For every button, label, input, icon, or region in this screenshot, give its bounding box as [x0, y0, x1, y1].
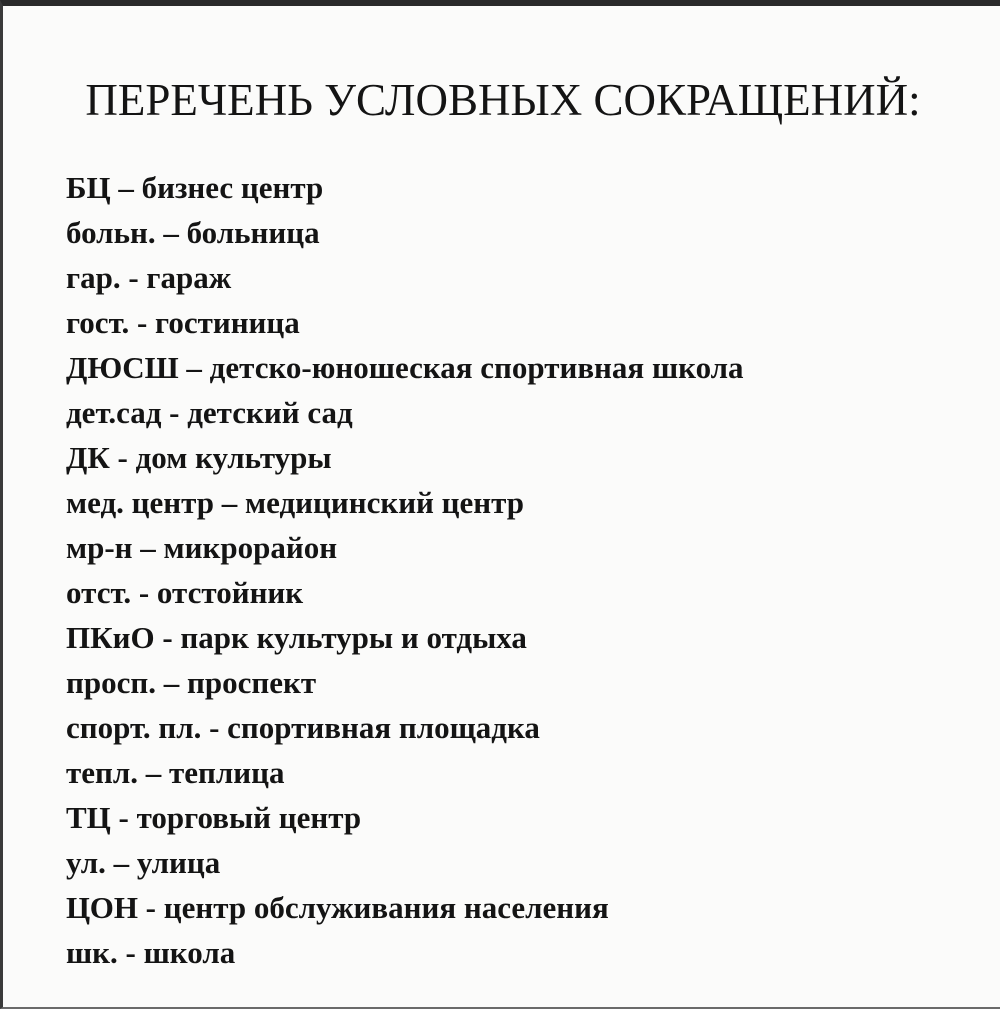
- page-title: ПЕРЕЧЕНЬ УСЛОВНЫХ СОКРАЩЕНИЙ:: [85, 75, 921, 125]
- list-item: ТЦ - торговый центр: [66, 800, 362, 835]
- list-item: просп. – проспект: [66, 665, 317, 700]
- list-item: мед. центр – медицинский центр: [66, 485, 524, 520]
- list-item: ПКиО - парк культуры и отдыха: [66, 620, 527, 655]
- list-item: мр-н – микрорайон: [66, 530, 338, 565]
- list-item: больн. – больница: [66, 215, 320, 250]
- list-item: шк. - школа: [66, 935, 236, 970]
- list-item: ДЮСШ – детско-юношеская спортивная школа: [66, 350, 744, 385]
- list-item: отст. - отстойник: [66, 575, 304, 610]
- list-item: ул. – улица: [66, 845, 221, 880]
- list-item: БЦ – бизнес центр: [66, 170, 324, 205]
- list-item: ДК - дом культуры: [66, 440, 332, 475]
- list-item: ЦОН - центр обслуживания населения: [66, 890, 609, 925]
- list-item: спорт. пл. - спортивная площадка: [66, 710, 540, 745]
- list-item: тепл. – теплица: [66, 755, 285, 790]
- list-item: гост. - гостиница: [66, 305, 300, 340]
- list-item: гар. - гараж: [66, 260, 232, 295]
- abbreviation-list: [66, 165, 744, 975]
- list-item: дет.сад - детский сад: [66, 395, 353, 430]
